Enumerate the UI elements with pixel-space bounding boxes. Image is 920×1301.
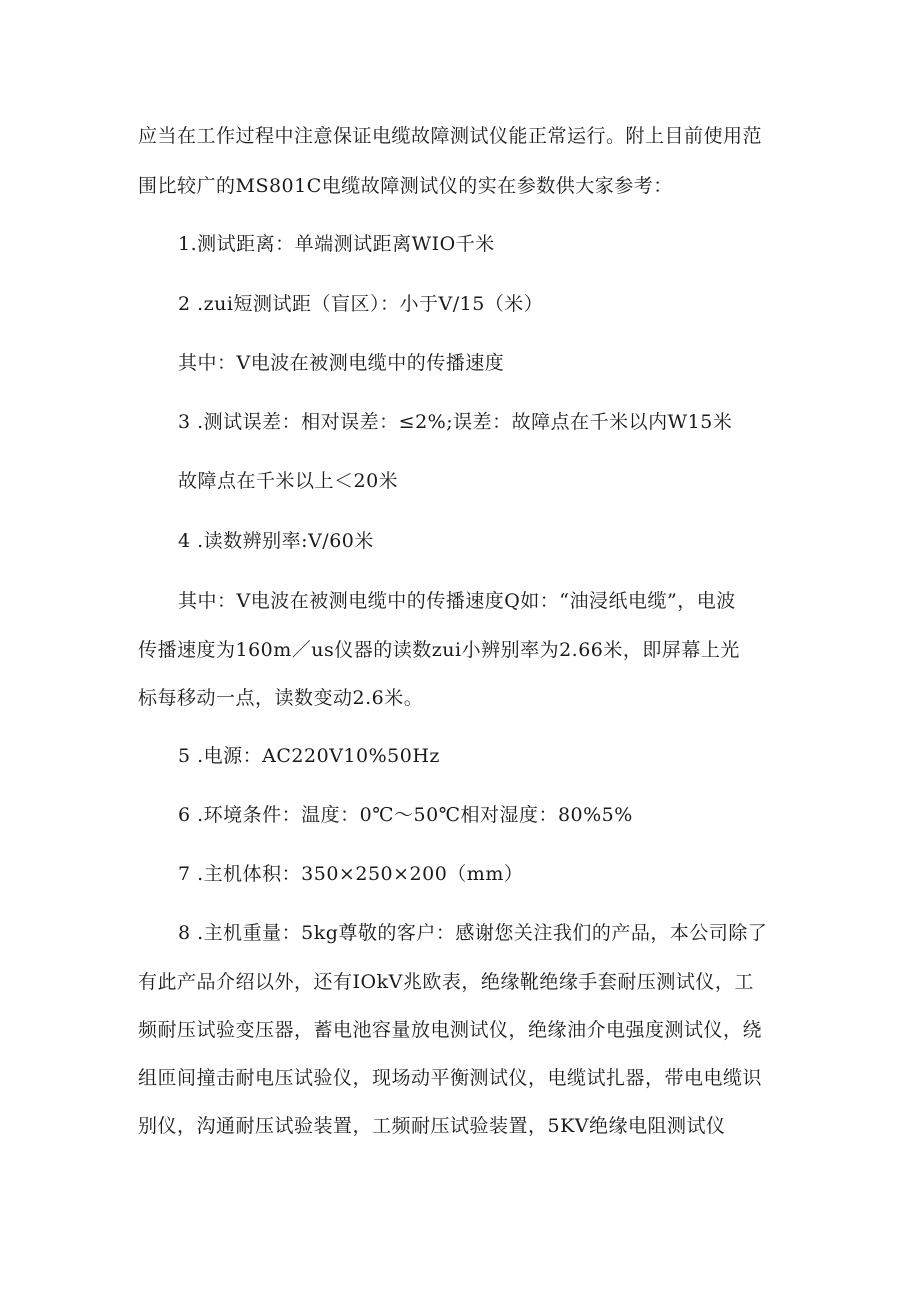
paragraph-line: 别仪，沟通耐压试验装置，工频耐压试验装置，5KV绝缘电阻测试仪 <box>138 1115 726 1137</box>
spec-item-environment: 6 .环境条件：温度：0℃～50℃相对湿度：80%5% <box>178 804 633 826</box>
spec-note-cont: 标每移动一点，读数变动2.6米。 <box>138 687 424 709</box>
spec-note: 其中：V电波在被测电缆中的传播速度Q如：“油浸纸电缆”，电波 <box>178 590 736 612</box>
spec-item-power: 5 .电源：AC220V10%50Hz <box>178 745 440 767</box>
paragraph-line: 组匝间撞击耐电压试验仪，现场动平衡测试仪，电缆试扎器，带电电缆识 <box>138 1067 763 1089</box>
spec-item-weight: 8 .主机重量：5kg尊敬的客户：感谢您关注我们的产品，本公司除了 <box>178 922 768 944</box>
spec-item-test-distance: 1.测试距离：单端测试距离WIO千米 <box>178 233 495 255</box>
paragraph-line: 有此产品介绍以外，还有IOkV兆欧表，绝缘靴绝缘手套耐压测试仪，工 <box>138 971 754 993</box>
spec-item-min-distance: 2 .zui短测试距（盲区）：小于V/15（米） <box>178 293 544 315</box>
spec-item-resolution: 4 .读数辨别率:V/60米 <box>178 530 374 552</box>
paragraph-line: 应当在工作过程中注意保证电缆故障测试仪能正常运行。附上目前使用范 <box>138 125 763 147</box>
paragraph-line: 围比较广的MS801C电缆故障测试仪的实在参数供大家参考： <box>138 175 673 197</box>
spec-item-volume: 7 .主机体积：350×250×200（mm） <box>178 863 524 885</box>
paragraph-line: 频耐压试验变压器，蓄电池容量放电测试仪，绝缘油介电强度测试仪，绕 <box>138 1019 763 1041</box>
spec-item-test-error-cont: 故障点在千米以上＜20米 <box>178 470 399 492</box>
spec-note: 其中：V电波在被测电缆中的传播速度 <box>178 352 505 374</box>
spec-note-cont: 传播速度为160m／us仪器的读数zui小辨别率为2.66米，即屏幕上光 <box>138 639 740 661</box>
spec-item-test-error: 3 .测试误差：相对误差：≤2%;误差：故障点在千米以内W15米 <box>178 411 733 433</box>
